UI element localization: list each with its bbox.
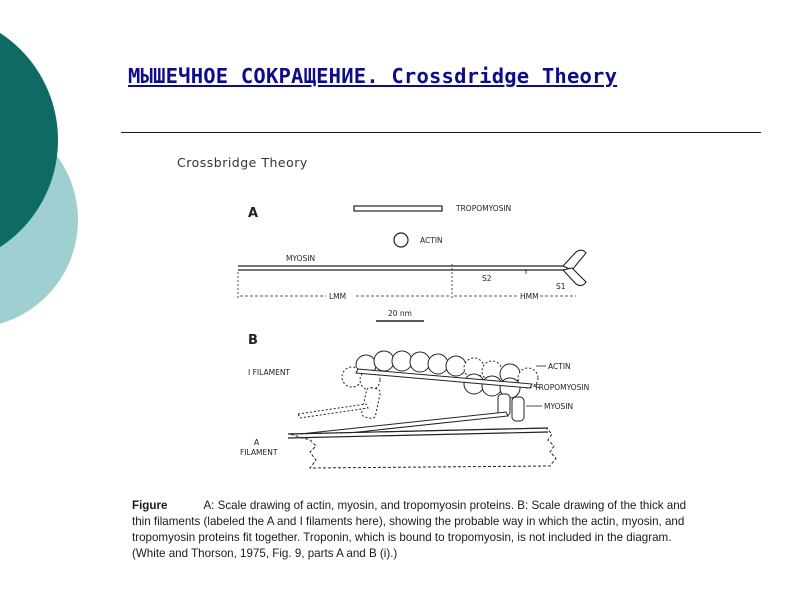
label-a-filament-line2: FILAMENT [240, 448, 278, 457]
label-myosin-a: MYOSIN [286, 254, 316, 263]
caption-label: Figure [132, 499, 168, 512]
label-scale: 20 nm [388, 309, 412, 318]
label-actin-b: ACTIN [548, 362, 571, 371]
crossbridge-figure [230, 190, 630, 490]
panel-b-label: B [248, 333, 258, 348]
label-tropomyosin-a: TROPOMYOSIN [456, 204, 512, 213]
title-divider [121, 132, 761, 133]
myosin-s2-rod-left [298, 404, 368, 418]
actin-bead [482, 376, 502, 396]
label-actin-a: ACTIN [420, 236, 443, 245]
crossbridge-head-left [361, 387, 381, 419]
label-hmm: HMM [520, 292, 539, 301]
label-myosin-b: MYOSIN [544, 402, 574, 411]
actin-bead [410, 352, 430, 372]
tropomyosin-rod [354, 206, 442, 211]
figure-heading: Crossbridge Theory [177, 155, 308, 170]
actin-bead [392, 351, 412, 371]
label-i-filament: I FILAMENT [248, 368, 291, 377]
slide-title: МЫШЕЧНОЕ СОКРАЩЕНИЕ. Crossdridge Theory [128, 64, 618, 88]
label-s2: S2 [482, 274, 492, 283]
label-s1: S1 [556, 282, 566, 291]
actin-monomer [394, 233, 408, 247]
myosin-head-lower [563, 268, 586, 286]
actin-bead [446, 356, 466, 376]
panel-a-label: A [248, 206, 259, 221]
thick-filament [290, 428, 556, 468]
myosin-head-upper [563, 250, 586, 270]
label-lmm: LMM [329, 292, 347, 301]
label-tropomyosin-b: TROPOMYOSIN [534, 383, 590, 392]
actin-bead [428, 354, 448, 374]
figure-caption [132, 498, 704, 562]
label-a-filament-line1: A [254, 438, 260, 447]
caption-text: A: Scale drawing of actin, myosin, and tropomyosin proteins. B: Scale drawing of the thick and thin filaments (labeled the A and I filaments here), showing the probable way in which the actin, myosin, and tropomyosin proteins fit together. Troponin, which is bound to tropomyosin, is not included in the diagram. (White and Thorson, 1975, Fig. 9, parts A and B (i).) [132, 499, 687, 560]
crossbridge-head-right-2 [512, 397, 524, 421]
actin-bead [374, 351, 394, 371]
